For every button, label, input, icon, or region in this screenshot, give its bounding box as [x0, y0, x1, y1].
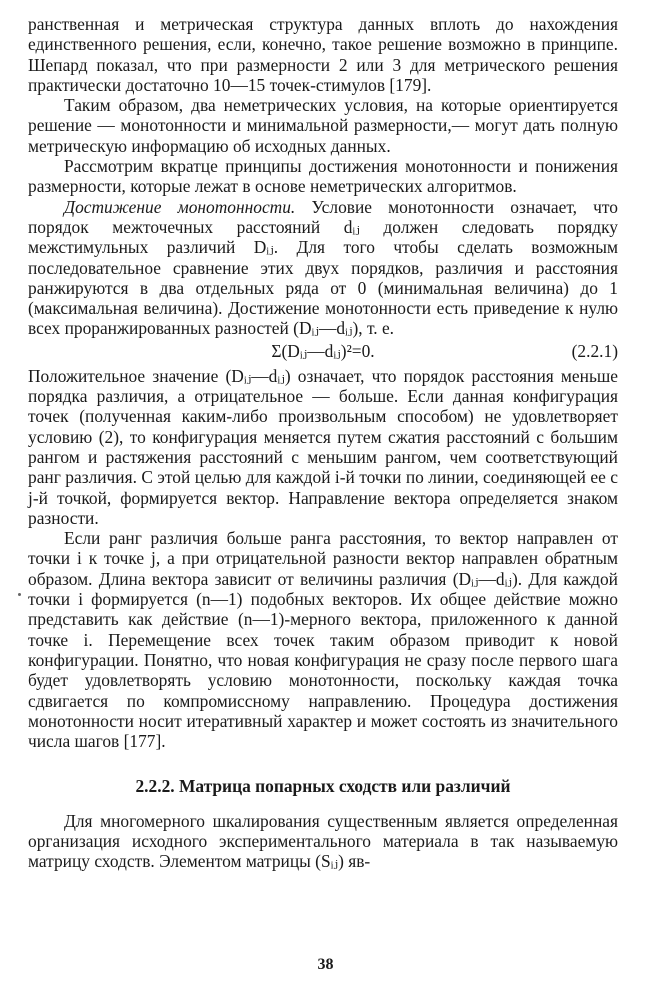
body-text: [28, 14, 618, 872]
equation-2-2-1: [28, 341, 618, 363]
paragraph-3: Рассмотрим вкратце принципы достижения монотонности и понижения размерности, которые лежат в основе неметрических алгоритмов.: [28, 156, 618, 197]
paragraph-4-text: Условие монотонности означает, что порядок межточечных расстояний dᵢⱼ должен следовать порядку межстимульных различий Dᵢⱼ. Для того чтобы сделать возможным последовательное сравнение этих двух порядков, различия и расстояния ранжируются в два отдельных ряда от 0 (минимальная величина) до 1 (максимальная величина). Достижение монотонности есть приведение к нулю всех проранжированных разностей (Dᵢⱼ—dᵢⱼ), т. е.: [28, 196, 618, 339]
paragraph-2: Таким образом, два неметрических условия, на которые ориентируется решение — монотонности и минимальной размерности,— могут дать полную метрическую информацию об исходных данных.: [28, 95, 618, 156]
equation-expression: Σ(Dᵢⱼ—dᵢⱼ)²=0.: [271, 340, 375, 361]
paragraph-4-italic-lead: Достижение монотонности.: [64, 196, 296, 217]
section-heading: 2.2.2. Матрица попарных сходств или различий: [135, 776, 511, 797]
paragraph-1: ранственная и метрическая структура данных вплоть до нахождения единственного решения, если, конечно, такое решение возможно в принципе. Шепард показал, что при размерности 2 или 3 для метрического решения практически достаточно 10—15 точек-стимулов [179].: [28, 14, 618, 95]
page-number: 38: [317, 956, 334, 973]
paragraph-7: Для многомерного шкалирования существенным является определенная организация исходного экспериментального материала в так называемую матрицу сходств. Элементом матрицы (Sᵢⱼ) яв-: [28, 810, 618, 872]
paragraph-4: [28, 197, 618, 339]
paragraph-6: Если ранг различия больше ранга расстояния, то вектор направлен от точки i к точке j, а при отрицательной разности вектор направлен обратным образом. Длина вектора зависит от величины различия (Dᵢⱼ—dᵢⱼ). Для каждой точки i формируется (n—1) подобных векторов. Их общее действие можно представить как действие (n—1)-мерного вектора, приложенного к данной точке i. Перемещение всех точек таким образом приводит к новой конфигурации. Понятно, что новая конфигурация не сразу после первого шага будет удовлетворять условию монотонности, поскольку каждая точка сдвигается по компромиссному направлению. Процедура достижения монотонности носит итеративный характер и может состоять из значительного числа шагов [177].: [28, 528, 618, 752]
equation-number: (2.2.1): [571, 340, 618, 361]
paragraph-5: Положительное значение (Dᵢⱼ—dᵢⱼ) означает, что порядок расстояния меньше порядка различия, а отрицательное — больше. Если данная конфигурация точек (полученная каким-либо произвольным способом) не удовлетворяет условию (2), то конфигурация меняется путем сжатия расстояний с большим рангом и растяжения расстояний с меньшим рангом, чем соответствующий ранг различия. С этой целью для каждой i-й точки по линии, соединяющей ее с j-й точкой, формируется вектор. Направление вектора определяется знаком разности.: [28, 365, 618, 528]
margin-dot: [18, 593, 21, 596]
